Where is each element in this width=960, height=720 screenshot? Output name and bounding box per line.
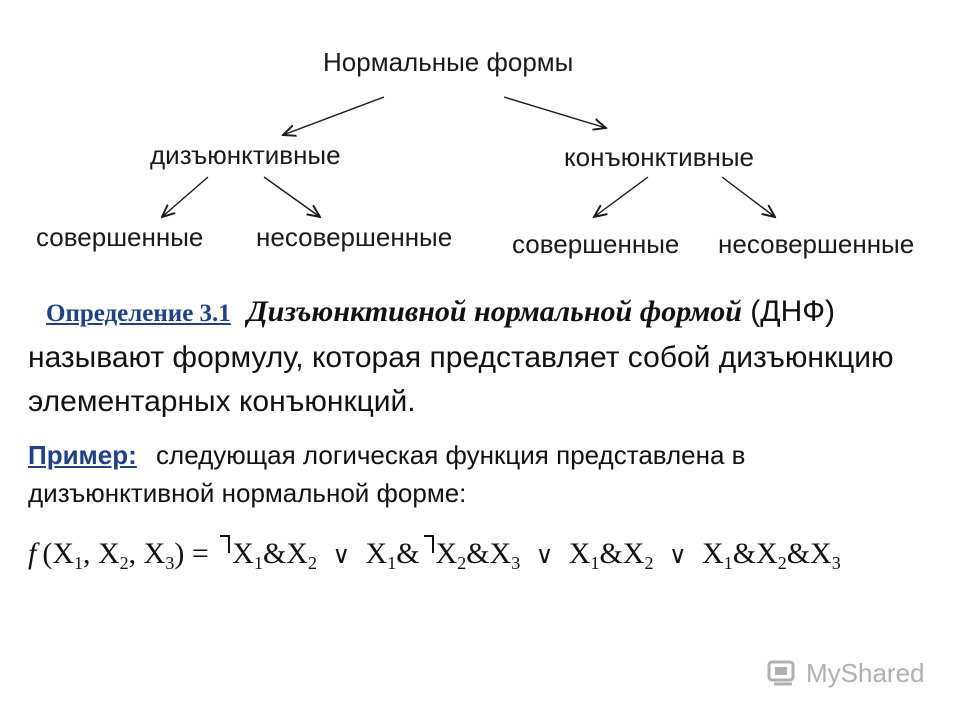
formula-sub: 1 <box>723 553 733 573</box>
example-label[interactable]: Пример: <box>28 440 137 470</box>
formula-sub: 1 <box>590 553 600 573</box>
arrow-disjunctive-to-imperfect <box>264 177 320 217</box>
formula-sub: 2 <box>777 553 787 573</box>
tree-leaf-conjunctive-perfect: совершенные <box>512 229 680 259</box>
arrow-conjunctive-to-perfect <box>594 177 648 217</box>
formula-token: X <box>568 537 591 570</box>
formula-token: &X <box>732 537 778 570</box>
definition-text: (ДНФ) называют формулу, которая представляет собой дизъюнкцию элементарных конъюнкций. <box>28 295 894 418</box>
formula-token: (X <box>42 537 74 570</box>
formula-token: &X <box>262 537 308 570</box>
formula-token: X <box>702 537 724 570</box>
tree-root-label: Нормальные формы <box>323 47 574 77</box>
formula-sub: 2 <box>457 553 467 573</box>
or-operator: ∨ <box>668 543 687 569</box>
negation-mark <box>424 535 434 553</box>
formula-token: X <box>365 537 388 570</box>
dnf-formula <box>28 535 841 574</box>
formula-token: X <box>435 537 458 570</box>
definition-label[interactable]: Определение 3.1 <box>46 300 231 327</box>
formula-token: ) = <box>174 537 209 570</box>
formula-token: X <box>232 537 254 570</box>
definition-term: Дизъюнктивной нормальной формой <box>247 295 742 328</box>
formula-token: , X <box>83 537 120 570</box>
formula-sub: 3 <box>165 553 175 573</box>
watermark-text: MyShared <box>806 657 925 688</box>
formula-sub: 2 <box>307 553 317 573</box>
example-paragraph <box>28 436 928 512</box>
definition-paragraph <box>28 290 928 424</box>
watermark <box>766 656 925 690</box>
or-operator: ∨ <box>332 543 351 569</box>
formula-sub: 2 <box>644 553 654 573</box>
formula-sub: 3 <box>831 553 841 573</box>
or-operator: ∨ <box>535 543 554 569</box>
formula-sub: 1 <box>253 553 263 573</box>
example-text: следующая логическая функция представлена в дизъюнктивной нормальной форме: <box>28 440 746 508</box>
tree-leaf-conjunctive-imperfect: несовершенные <box>718 229 915 259</box>
formula-token: & <box>396 537 420 570</box>
formula-token: &X <box>466 537 512 570</box>
myshared-logo-icon <box>766 656 800 690</box>
arrow-root-to-conjunctive <box>504 97 606 128</box>
arrow-conjunctive-to-imperfect <box>722 177 775 217</box>
formula-sub: 1 <box>74 553 83 573</box>
tree-leaf-disjunctive-imperfect: несовершенные <box>256 222 453 252</box>
tree-leaf-disjunctive-perfect: совершенные <box>36 222 204 252</box>
tree-node-conjunctive: конъюнктивные <box>564 142 755 172</box>
arrow-disjunctive-to-perfect <box>162 177 208 217</box>
formula-sub: 2 <box>119 553 129 573</box>
negation-mark <box>220 535 230 553</box>
formula-token: , X <box>128 537 166 570</box>
tree-node-disjunctive: дизъюнктивные <box>150 140 341 170</box>
function-symbol: f <box>28 537 37 570</box>
formula-sub: 1 <box>387 553 397 573</box>
formula-sub: 3 <box>511 553 521 573</box>
formula-token: &X <box>786 537 832 570</box>
arrow-root-to-disjunctive <box>283 97 384 135</box>
formula-token: &X <box>599 537 645 570</box>
